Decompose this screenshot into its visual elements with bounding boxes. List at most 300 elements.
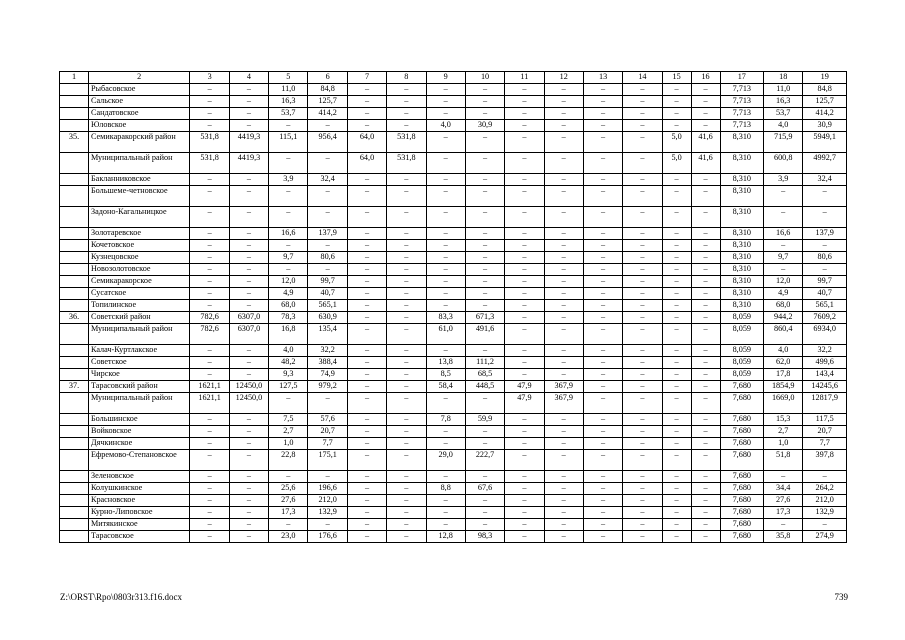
value-cell: 59,9: [465, 414, 504, 426]
table-row: [60, 174, 847, 186]
value-cell: –: [544, 324, 583, 345]
value-cell: –: [544, 369, 583, 381]
value-cell: 8,310: [720, 228, 763, 240]
value-cell: 176,6: [308, 531, 347, 543]
value-cell: –: [229, 240, 268, 252]
value-cell: 565,1: [308, 300, 347, 312]
column-number: 12: [544, 72, 583, 84]
municipality-name-cell: Рыбасовское: [88, 84, 189, 96]
value-cell: –: [347, 228, 386, 240]
value-cell: 3,9: [764, 174, 803, 186]
value-cell: –: [662, 414, 691, 426]
municipality-name-cell: Колушкинское: [88, 483, 189, 495]
value-cell: –: [505, 357, 544, 369]
value-cell: –: [347, 345, 386, 357]
value-cell: 80,6: [803, 252, 847, 264]
value-cell: 9,7: [764, 252, 803, 264]
column-number: 16: [691, 72, 720, 84]
value-cell: –: [662, 507, 691, 519]
value-cell: –: [505, 84, 544, 96]
value-cell: –: [347, 324, 386, 345]
value-cell: 7,680: [720, 426, 763, 438]
value-cell: –: [662, 471, 691, 483]
municipality-name-cell: Чирское: [88, 369, 189, 381]
value-cell: 414,2: [803, 108, 847, 120]
row-number-cell: [60, 438, 89, 450]
value-cell: –: [229, 207, 268, 228]
table-row: [60, 471, 847, 483]
row-number-cell: [60, 108, 89, 120]
value-cell: –: [623, 357, 662, 369]
value-cell: –: [583, 288, 622, 300]
municipality-name-cell: Топилинское: [88, 300, 189, 312]
value-cell: –: [583, 369, 622, 381]
value-cell: 274,9: [803, 531, 847, 543]
municipality-name-cell: Юловское: [88, 120, 189, 132]
column-number: 2: [88, 72, 189, 84]
table-row: [60, 324, 847, 345]
value-cell: 8,8: [426, 483, 465, 495]
value-cell: –: [505, 345, 544, 357]
value-cell: 61,0: [426, 324, 465, 345]
value-cell: –: [544, 357, 583, 369]
value-cell: –: [662, 228, 691, 240]
value-cell: –: [623, 414, 662, 426]
value-cell: –: [426, 471, 465, 483]
value-cell: –: [229, 495, 268, 507]
value-cell: –: [229, 438, 268, 450]
municipality-name-cell: Красновское: [88, 495, 189, 507]
value-cell: 499,6: [803, 357, 847, 369]
value-cell: –: [662, 174, 691, 186]
value-cell: –: [505, 312, 544, 324]
value-cell: –: [505, 288, 544, 300]
value-cell: –: [229, 471, 268, 483]
value-cell: 11,0: [764, 84, 803, 96]
value-cell: –: [387, 312, 426, 324]
value-cell: –: [190, 414, 229, 426]
value-cell: –: [691, 450, 720, 471]
value-cell: 53,7: [764, 108, 803, 120]
value-cell: –: [505, 153, 544, 174]
value-cell: –: [544, 264, 583, 276]
value-cell: –: [465, 438, 504, 450]
row-number-cell: 37.: [60, 381, 89, 393]
municipality-name-cell: Муниципальный район: [88, 324, 189, 345]
value-cell: –: [691, 495, 720, 507]
value-cell: –: [623, 132, 662, 153]
value-cell: 3,9: [269, 174, 308, 186]
value-cell: 212,0: [803, 495, 847, 507]
value-cell: –: [691, 228, 720, 240]
value-cell: –: [229, 357, 268, 369]
value-cell: –: [623, 312, 662, 324]
value-cell: –: [691, 438, 720, 450]
value-cell: 8,5: [426, 369, 465, 381]
column-number: 8: [387, 72, 426, 84]
row-number-cell: [60, 393, 89, 414]
value-cell: 8,310: [720, 300, 763, 312]
municipality-name-cell: Советское: [88, 357, 189, 369]
value-cell: –: [387, 483, 426, 495]
value-cell: 4,0: [269, 345, 308, 357]
value-cell: 16,3: [269, 96, 308, 108]
value-cell: –: [426, 96, 465, 108]
value-cell: 27,6: [269, 495, 308, 507]
value-cell: –: [387, 345, 426, 357]
value-cell: –: [623, 426, 662, 438]
value-cell: –: [691, 312, 720, 324]
value-cell: –: [544, 132, 583, 153]
value-cell: 448,5: [465, 381, 504, 393]
value-cell: –: [691, 483, 720, 495]
value-cell: –: [269, 264, 308, 276]
value-cell: –: [583, 426, 622, 438]
value-cell: 11,0: [269, 84, 308, 96]
value-cell: –: [465, 96, 504, 108]
value-cell: –: [190, 186, 229, 207]
table-row: [60, 483, 847, 495]
value-cell: –: [426, 252, 465, 264]
value-cell: –: [583, 174, 622, 186]
value-cell: –: [623, 531, 662, 543]
value-cell: 2,7: [269, 426, 308, 438]
value-cell: 17,3: [764, 507, 803, 519]
value-cell: –: [662, 252, 691, 264]
value-cell: –: [662, 264, 691, 276]
table-row: [60, 345, 847, 357]
value-cell: –: [465, 507, 504, 519]
value-cell: –: [505, 450, 544, 471]
value-cell: 175,1: [308, 450, 347, 471]
value-cell: –: [347, 288, 386, 300]
value-cell: –: [229, 264, 268, 276]
value-cell: –: [505, 132, 544, 153]
column-number: 13: [583, 72, 622, 84]
value-cell: –: [691, 276, 720, 288]
value-cell: –: [387, 519, 426, 531]
column-number: 10: [465, 72, 504, 84]
value-cell: –: [465, 300, 504, 312]
value-cell: –: [803, 519, 847, 531]
value-cell: –: [347, 507, 386, 519]
value-cell: –: [691, 108, 720, 120]
value-cell: –: [583, 531, 622, 543]
value-cell: –: [662, 426, 691, 438]
value-cell: –: [229, 288, 268, 300]
value-cell: –: [544, 276, 583, 288]
value-cell: –: [465, 519, 504, 531]
table-row: [60, 207, 847, 228]
value-cell: –: [347, 108, 386, 120]
value-cell: –: [583, 240, 622, 252]
value-cell: –: [465, 471, 504, 483]
value-cell: –: [662, 288, 691, 300]
value-cell: 7,713: [720, 120, 763, 132]
value-cell: –: [691, 414, 720, 426]
value-cell: –: [347, 471, 386, 483]
column-number: 7: [347, 72, 386, 84]
value-cell: 99,7: [308, 276, 347, 288]
value-cell: –: [803, 264, 847, 276]
value-cell: 84,8: [803, 84, 847, 96]
value-cell: –: [662, 84, 691, 96]
value-cell: 600,8: [764, 153, 803, 174]
value-cell: –: [623, 438, 662, 450]
value-cell: –: [387, 324, 426, 345]
value-cell: –: [387, 438, 426, 450]
value-cell: 1621,1: [190, 393, 229, 414]
value-cell: –: [764, 471, 803, 483]
value-cell: 8,310: [720, 240, 763, 252]
value-cell: –: [190, 519, 229, 531]
value-cell: 132,9: [803, 507, 847, 519]
value-cell: –: [544, 312, 583, 324]
value-cell: –: [583, 381, 622, 393]
value-cell: 4,9: [764, 288, 803, 300]
value-cell: –: [190, 507, 229, 519]
value-cell: 1854,9: [764, 381, 803, 393]
value-cell: –: [308, 153, 347, 174]
value-cell: 135,4: [308, 324, 347, 345]
value-cell: –: [691, 393, 720, 414]
value-cell: –: [662, 450, 691, 471]
municipality-name-cell: Муниципальный район: [88, 393, 189, 414]
value-cell: –: [387, 426, 426, 438]
value-cell: –: [308, 240, 347, 252]
column-number: 9: [426, 72, 465, 84]
value-cell: 1621,1: [190, 381, 229, 393]
value-cell: 30,9: [465, 120, 504, 132]
value-cell: 41,6: [691, 132, 720, 153]
municipality-name-cell: Семикаракорский район: [88, 132, 189, 153]
value-cell: –: [426, 207, 465, 228]
value-cell: –: [229, 531, 268, 543]
value-cell: –: [426, 153, 465, 174]
value-cell: 979,2: [308, 381, 347, 393]
value-cell: –: [347, 174, 386, 186]
table-row: [60, 186, 847, 207]
value-cell: 137,9: [803, 228, 847, 240]
column-number: 18: [764, 72, 803, 84]
value-cell: –: [691, 531, 720, 543]
value-cell: 860,4: [764, 324, 803, 345]
value-cell: 5,0: [662, 153, 691, 174]
row-number-cell: [60, 186, 89, 207]
value-cell: 47,9: [505, 393, 544, 414]
value-cell: 6307,0: [229, 312, 268, 324]
value-cell: 68,0: [269, 300, 308, 312]
row-number-cell: 35.: [60, 132, 89, 153]
municipality-name-cell: Тарасовский район: [88, 381, 189, 393]
row-number-cell: [60, 153, 89, 174]
value-cell: 4419,3: [229, 153, 268, 174]
table-header-row: [60, 72, 847, 84]
value-cell: –: [691, 207, 720, 228]
value-cell: –: [229, 414, 268, 426]
value-cell: 125,7: [803, 96, 847, 108]
value-cell: –: [426, 264, 465, 276]
value-cell: 78,3: [269, 312, 308, 324]
value-cell: 782,6: [190, 324, 229, 345]
value-cell: 531,8: [190, 153, 229, 174]
value-cell: –: [190, 426, 229, 438]
value-cell: –: [544, 228, 583, 240]
value-cell: –: [229, 228, 268, 240]
value-cell: –: [691, 120, 720, 132]
value-cell: –: [465, 240, 504, 252]
table-row: [60, 96, 847, 108]
value-cell: –: [544, 108, 583, 120]
value-cell: 7,5: [269, 414, 308, 426]
value-cell: –: [544, 153, 583, 174]
value-cell: 15,3: [764, 414, 803, 426]
value-cell: 222,7: [465, 450, 504, 471]
value-cell: –: [662, 120, 691, 132]
value-cell: –: [387, 186, 426, 207]
value-cell: 7,680: [720, 450, 763, 471]
table-row: [60, 153, 847, 174]
value-cell: –: [190, 369, 229, 381]
value-cell: –: [583, 438, 622, 450]
value-cell: –: [505, 471, 544, 483]
value-cell: 531,8: [387, 153, 426, 174]
value-cell: –: [190, 228, 229, 240]
table-row: [60, 426, 847, 438]
value-cell: –: [544, 120, 583, 132]
value-cell: –: [623, 345, 662, 357]
value-cell: –: [190, 288, 229, 300]
value-cell: –: [308, 264, 347, 276]
value-cell: –: [190, 450, 229, 471]
value-cell: 16,6: [269, 228, 308, 240]
table-row: [60, 312, 847, 324]
value-cell: –: [387, 300, 426, 312]
value-cell: –: [347, 450, 386, 471]
value-cell: –: [623, 507, 662, 519]
table-row: [60, 132, 847, 153]
value-cell: –: [229, 108, 268, 120]
table-row: [60, 393, 847, 414]
value-cell: –: [764, 519, 803, 531]
value-cell: 32,2: [308, 345, 347, 357]
value-cell: –: [583, 186, 622, 207]
value-cell: –: [387, 276, 426, 288]
table-row: [60, 108, 847, 120]
value-cell: 565,1: [803, 300, 847, 312]
value-cell: 491,6: [465, 324, 504, 345]
value-cell: –: [583, 471, 622, 483]
column-number: 14: [623, 72, 662, 84]
value-cell: 127,5: [269, 381, 308, 393]
value-cell: 27,6: [764, 495, 803, 507]
value-cell: –: [190, 276, 229, 288]
row-number-cell: [60, 228, 89, 240]
value-cell: –: [190, 531, 229, 543]
value-cell: –: [229, 300, 268, 312]
value-cell: –: [544, 207, 583, 228]
value-cell: –: [623, 252, 662, 264]
value-cell: –: [465, 495, 504, 507]
value-cell: –: [505, 438, 544, 450]
value-cell: –: [190, 252, 229, 264]
row-number-cell: [60, 426, 89, 438]
municipality-name-cell: Войковское: [88, 426, 189, 438]
value-cell: –: [505, 96, 544, 108]
municipality-name-cell: Бакланниковское: [88, 174, 189, 186]
value-cell: –: [347, 357, 386, 369]
column-number: 11: [505, 72, 544, 84]
value-cell: –: [387, 495, 426, 507]
value-cell: –: [426, 186, 465, 207]
value-cell: –: [190, 108, 229, 120]
value-cell: –: [505, 207, 544, 228]
value-cell: –: [623, 120, 662, 132]
value-cell: –: [465, 174, 504, 186]
value-cell: 8,059: [720, 369, 763, 381]
value-cell: –: [691, 357, 720, 369]
value-cell: 4,0: [764, 345, 803, 357]
row-number-cell: [60, 345, 89, 357]
value-cell: –: [544, 414, 583, 426]
value-cell: –: [662, 207, 691, 228]
value-cell: –: [583, 153, 622, 174]
value-cell: –: [691, 186, 720, 207]
value-cell: –: [190, 495, 229, 507]
value-cell: –: [269, 519, 308, 531]
value-cell: –: [505, 531, 544, 543]
value-cell: –: [583, 519, 622, 531]
municipality-name-cell: Сусатское: [88, 288, 189, 300]
value-cell: –: [662, 324, 691, 345]
column-number: 15: [662, 72, 691, 84]
value-cell: 8,310: [720, 276, 763, 288]
value-cell: –: [662, 381, 691, 393]
value-cell: –: [229, 369, 268, 381]
value-cell: 17,8: [764, 369, 803, 381]
value-cell: –: [347, 264, 386, 276]
value-cell: –: [623, 495, 662, 507]
value-cell: 7,680: [720, 483, 763, 495]
value-cell: 1,0: [764, 438, 803, 450]
municipality-name-cell: Курно-Липовское: [88, 507, 189, 519]
value-cell: 264,2: [803, 483, 847, 495]
value-cell: –: [426, 426, 465, 438]
value-cell: 531,8: [387, 132, 426, 153]
value-cell: –: [662, 369, 691, 381]
value-cell: 84,8: [308, 84, 347, 96]
table-row: [60, 381, 847, 393]
value-cell: 57,6: [308, 414, 347, 426]
value-cell: –: [623, 108, 662, 120]
value-cell: 9,3: [269, 369, 308, 381]
value-cell: –: [387, 174, 426, 186]
value-cell: 8,310: [720, 264, 763, 276]
value-cell: –: [269, 471, 308, 483]
value-cell: –: [544, 186, 583, 207]
value-cell: –: [505, 507, 544, 519]
value-cell: 7,713: [720, 96, 763, 108]
value-cell: –: [505, 369, 544, 381]
value-cell: –: [583, 300, 622, 312]
value-cell: –: [583, 450, 622, 471]
municipality-name-cell: Советский район: [88, 312, 189, 324]
value-cell: 25,6: [269, 483, 308, 495]
row-number-cell: [60, 471, 89, 483]
value-cell: –: [308, 471, 347, 483]
value-cell: –: [662, 483, 691, 495]
value-cell: –: [544, 96, 583, 108]
